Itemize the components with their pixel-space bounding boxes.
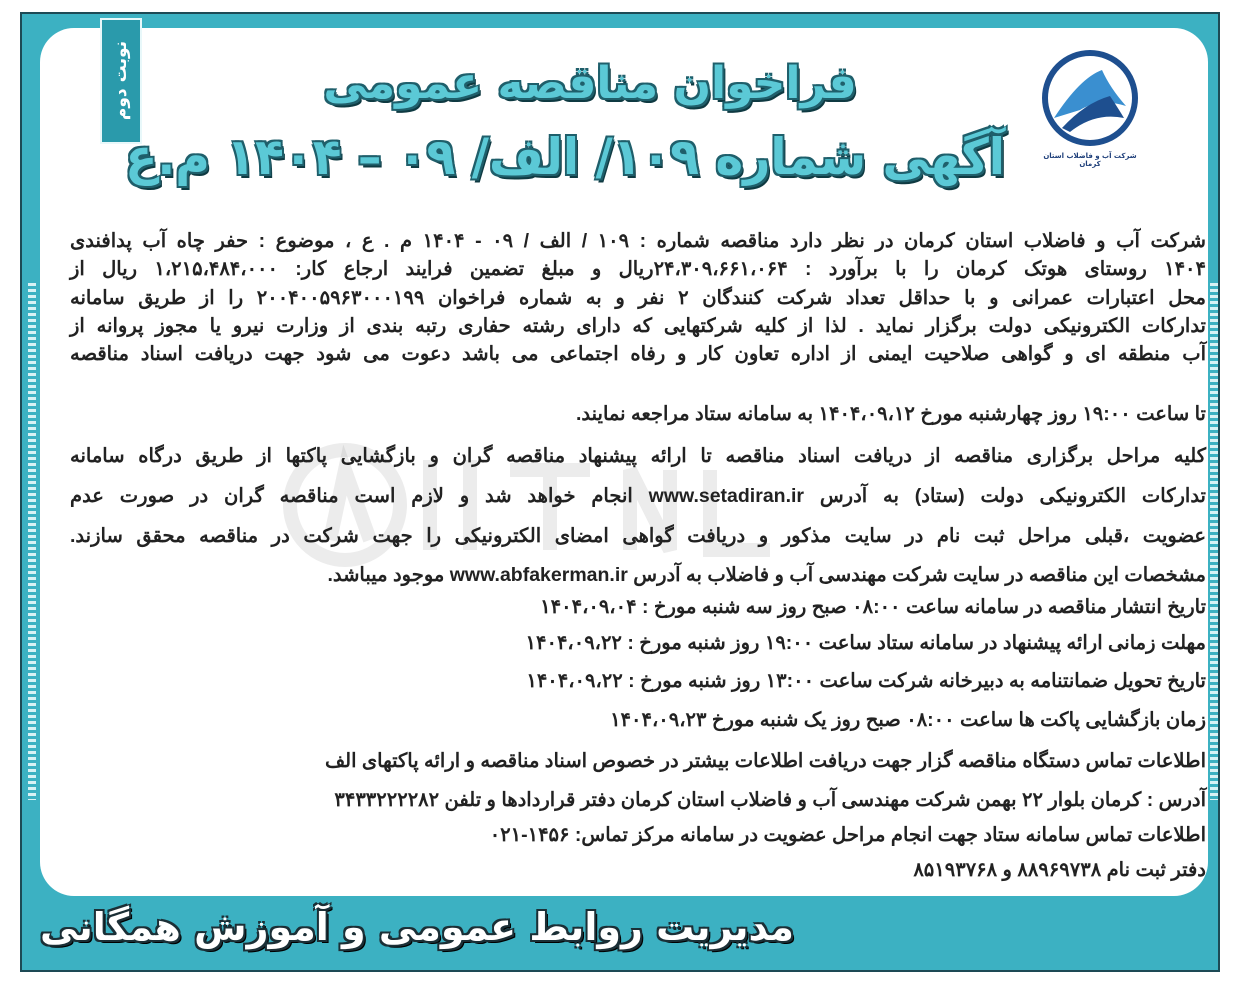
body-line-text: مشخصات این مناقصه در سایت شرکت مهندسی آب و فاضلاب به آدرس www.abfakerman.ir موجود میباشد. <box>327 564 1206 586</box>
company-logo <box>1040 48 1140 166</box>
round-badge <box>100 18 142 144</box>
body-line-text: محل اعتبارات عمرانی و با حداقل تعداد شرکت کنندگان ۲ نفر و به شماره فراخوان ۲۰۰۴۰۰۵۹۶۳۰۰۰۱۹۹ را از طریق سامانه <box>70 287 1206 309</box>
body-line <box>70 630 1206 656</box>
body-line-text: ۱۴۰۴ روستای هوتک کرمان را با برآورد : ۲۴،۳۰۹،۶۶۱،۰۶۴ریال و مبلغ تضمین فرایند ارجاع کار: ۱،۲۱۵،۴۸۴،۰۰۰ ریال از <box>70 258 1206 280</box>
body-line <box>70 668 1206 694</box>
body-line-text: دفتر ثبت نام ۸۸۹۶۹۷۳۸ و ۸۵۱۹۳۷۶۸ <box>913 859 1206 881</box>
body-line-text: تدارکات الکترونیکی دولت (ستاد) به آدرس www.setadiran.ir انجام خواهد شد و لازم است مناقصه گران در صورت عدم <box>70 485 1206 507</box>
body-line <box>70 285 1206 311</box>
body-line-text: اطلاعات تماس سامانه ستاد جهت انجام مراحل عضویت در سامانه مرکز تماس: ۱۴۵۶-۰۲۱ <box>489 824 1206 846</box>
body-line <box>70 707 1206 733</box>
body-line-text: زمان بازگشایی پاکت ها ساعت ۰۸:۰۰ صبح روز یک شنبه مورخ ۱۴۰۴،۰۹،۲۳ <box>610 709 1206 731</box>
body-line <box>70 483 1206 509</box>
body-line-text: کلیه مراحل برگزاری مناقصه از دریافت اسناد مناقصه تا ارائه پیشنهاد مناقصه گران و بازگشایی پاکتها از طریق درگاه سامانه <box>70 445 1206 467</box>
ad-number: آگهی شماره ۱۰۹/ الف/ ۰۹ – ۱۴۰۴ م.ع <box>125 128 1005 186</box>
body-line-text: تاریخ تحویل ضمانتنامه به دبیرخانه شرکت ساعت ۱۳:۰۰ روز شنبه مورخ : ۱۴۰۴،۰۹،۲۲ <box>526 670 1206 692</box>
body-line-text: آدرس : کرمان بلوار ۲۲ بهمن شرکت مهندسی آب و فاضلاب استان کرمان دفتر قراردادها و تلفن ۳۴۳۳۲۲۲۲۸۲ <box>334 789 1206 811</box>
ad-title: فراخوان مناقصه عمومی <box>323 58 857 109</box>
body-line <box>70 313 1206 339</box>
body-line-text: تدارکات الکترونیکی دولت برگزار نماید . لذا از کلیه شرکتهایی که دارای رشته حفاری رتبه بندی از وزارت نیرو یا مجوز پروانه از <box>70 315 1206 337</box>
water-logo-icon <box>1040 48 1140 148</box>
body-line <box>70 341 1206 367</box>
decorative-stripe-right <box>1210 280 1218 800</box>
body-line <box>70 523 1206 549</box>
body-line <box>70 443 1206 469</box>
body-line <box>70 256 1206 282</box>
body-line <box>70 594 1206 620</box>
body-line-text: تاریخ انتشار مناقصه در سامانه ساعت ۰۸:۰۰ صبح روز سه شنبه مورخ : ۱۴۰۴،۰۹،۰۴ <box>540 596 1206 618</box>
body-line <box>70 822 1206 848</box>
footer-signature: مدیریت روابط عمومی و آموزش همگانی <box>40 905 794 949</box>
body-line <box>70 857 1206 883</box>
decorative-stripe-left <box>28 280 36 800</box>
body-line <box>70 787 1206 813</box>
body-line <box>70 562 1206 588</box>
body-line-text: عضویت ،قبلی مراحل ثبت نام در سایت مذکور و دریافت گواهی امضای الکترونیکی را جهت شرکت در مناقصه محقق سازند. <box>70 525 1206 547</box>
body-line-text: تا ساعت ۱۹:۰۰ روز چهارشنبه مورخ ۱۴۰۴،۰۹،۱۲ به سامانه ستاد مراجعه نمایند. <box>576 403 1206 425</box>
body-line <box>70 228 1206 254</box>
body-line <box>70 748 1206 774</box>
body-line-text: شرکت آب و فاضلاب استان کرمان در نظر دارد مناقصه شماره : ۱۰۹ / الف / ۰۹ - ۱۴۰۴ م . ع ، موضوع : حفر چاه آب پدافندی <box>70 230 1206 252</box>
body-line-text: مهلت زمانی ارائه پیشنهاد در سامانه ستاد ساعت ۱۹:۰۰ روز شنبه مورخ : ۱۴۰۴،۰۹،۲۲ <box>525 632 1206 654</box>
body-line-text: آب منطقه ای و گواهی صلاحیت ایمنی از اداره تعاون کار و رفاه اجتماعی می باشد دعوت می شود جهت دریافت اسناد مناقصه <box>70 343 1206 365</box>
logo-caption: شرکت آب و فاضلاب استان کرمان <box>1043 152 1137 168</box>
body-line-text: اطلاعات تماس دستگاه مناقصه گزار جهت دریافت اطلاعات بیشتر در خصوص اسناد مناقصه و ارائه پاکتهای الف <box>324 750 1206 772</box>
body-line <box>70 401 1206 427</box>
badge-text: نوبت دوم <box>111 41 131 121</box>
